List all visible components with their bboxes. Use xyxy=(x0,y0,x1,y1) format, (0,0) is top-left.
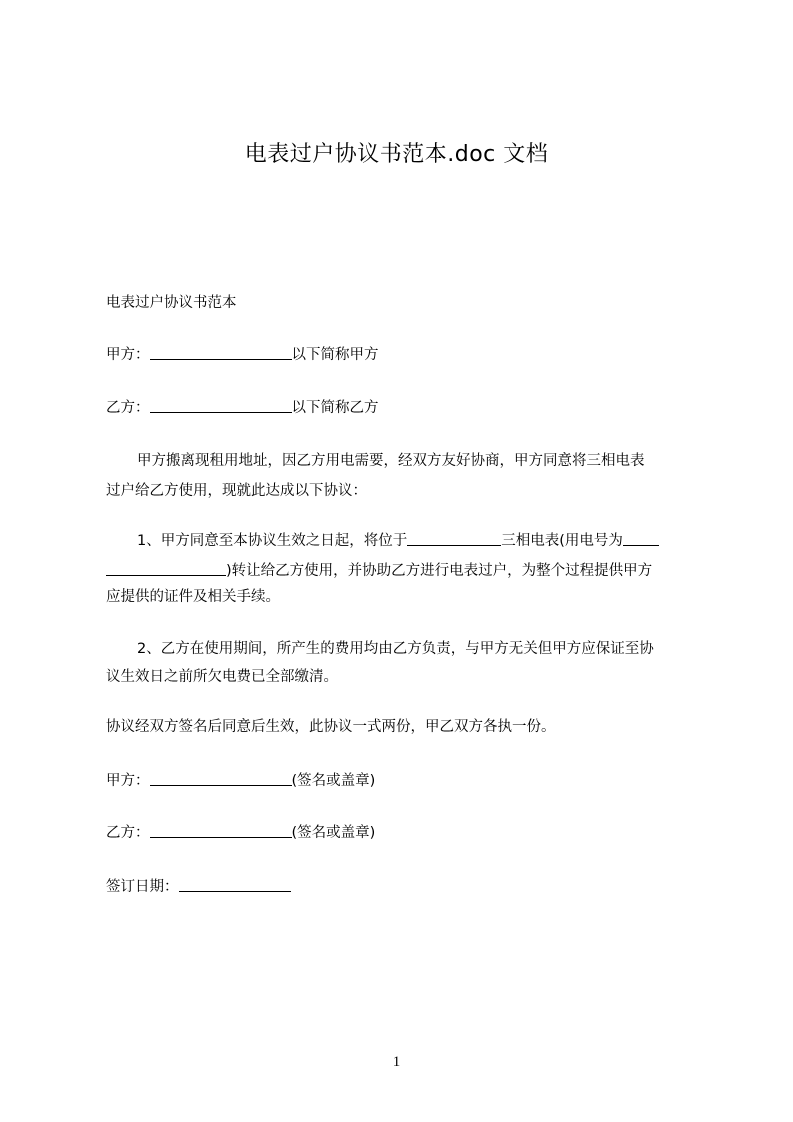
clause-1-line-1 xyxy=(106,524,711,558)
party-a-blank xyxy=(150,345,292,361)
party-b-note: 以下简称乙方 xyxy=(291,400,379,416)
clause-1-line-3: 应提供的证件及相关手续。 xyxy=(106,589,280,605)
meter-number-blank-1 xyxy=(623,531,659,547)
party-b-label: 乙方： xyxy=(106,400,150,416)
meter-number-blank-2 xyxy=(106,561,226,577)
clause-1-text-b: 三相电表(用电号为 xyxy=(501,533,623,549)
sign-b-note: (签名或盖章) xyxy=(291,825,376,841)
intro-line-2: 过户给乙方使用，现就此达成以下协议： xyxy=(106,483,367,499)
sign-a-label: 甲方： xyxy=(106,773,150,789)
sign-b-line xyxy=(106,816,711,850)
sign-b-blank xyxy=(150,823,292,839)
clause-1-text-c: )转让给乙方使用，并协助乙方进行电表过户，为整个过程提供甲方 xyxy=(226,563,653,579)
sign-a-line xyxy=(106,764,711,798)
document-heading: 电表过户协议书范本 xyxy=(106,295,237,311)
location-blank xyxy=(407,531,501,547)
party-b-blank xyxy=(150,398,292,414)
sign-a-blank xyxy=(150,771,292,787)
party-a-label: 甲方： xyxy=(106,347,150,363)
clause-2-line-1: 2、乙方在使用期间，所产生的费用均由乙方负责，与甲方无关但甲方应保证至协 xyxy=(137,641,654,657)
clause-1-text-a: 1、甲方同意至本协议生效之日起，将位于 xyxy=(137,533,408,549)
date-blank xyxy=(179,877,291,893)
document-title: 电表过户协议书范本.doc 文档 xyxy=(244,142,549,167)
effect-clause: 协议经双方签名后同意后生效，此协议一式两份，甲乙双方各执一份。 xyxy=(106,719,556,735)
party-b-line xyxy=(106,391,711,425)
date-label: 签订日期： xyxy=(106,879,179,895)
sign-a-note: (签名或盖章) xyxy=(291,773,376,789)
clause-2-line-2: 议生效日之前所欠电费已全部缴清。 xyxy=(106,669,338,685)
sign-b-label: 乙方： xyxy=(106,825,150,841)
date-line xyxy=(106,870,711,904)
party-a-note: 以下简称甲方 xyxy=(291,347,379,363)
party-a-line xyxy=(106,338,711,372)
intro-line-1: 甲方搬离现租用地址，因乙方用电需要，经双方友好协商，甲方同意将三相电表 xyxy=(137,453,645,469)
page-number: 1 xyxy=(392,1054,401,1070)
